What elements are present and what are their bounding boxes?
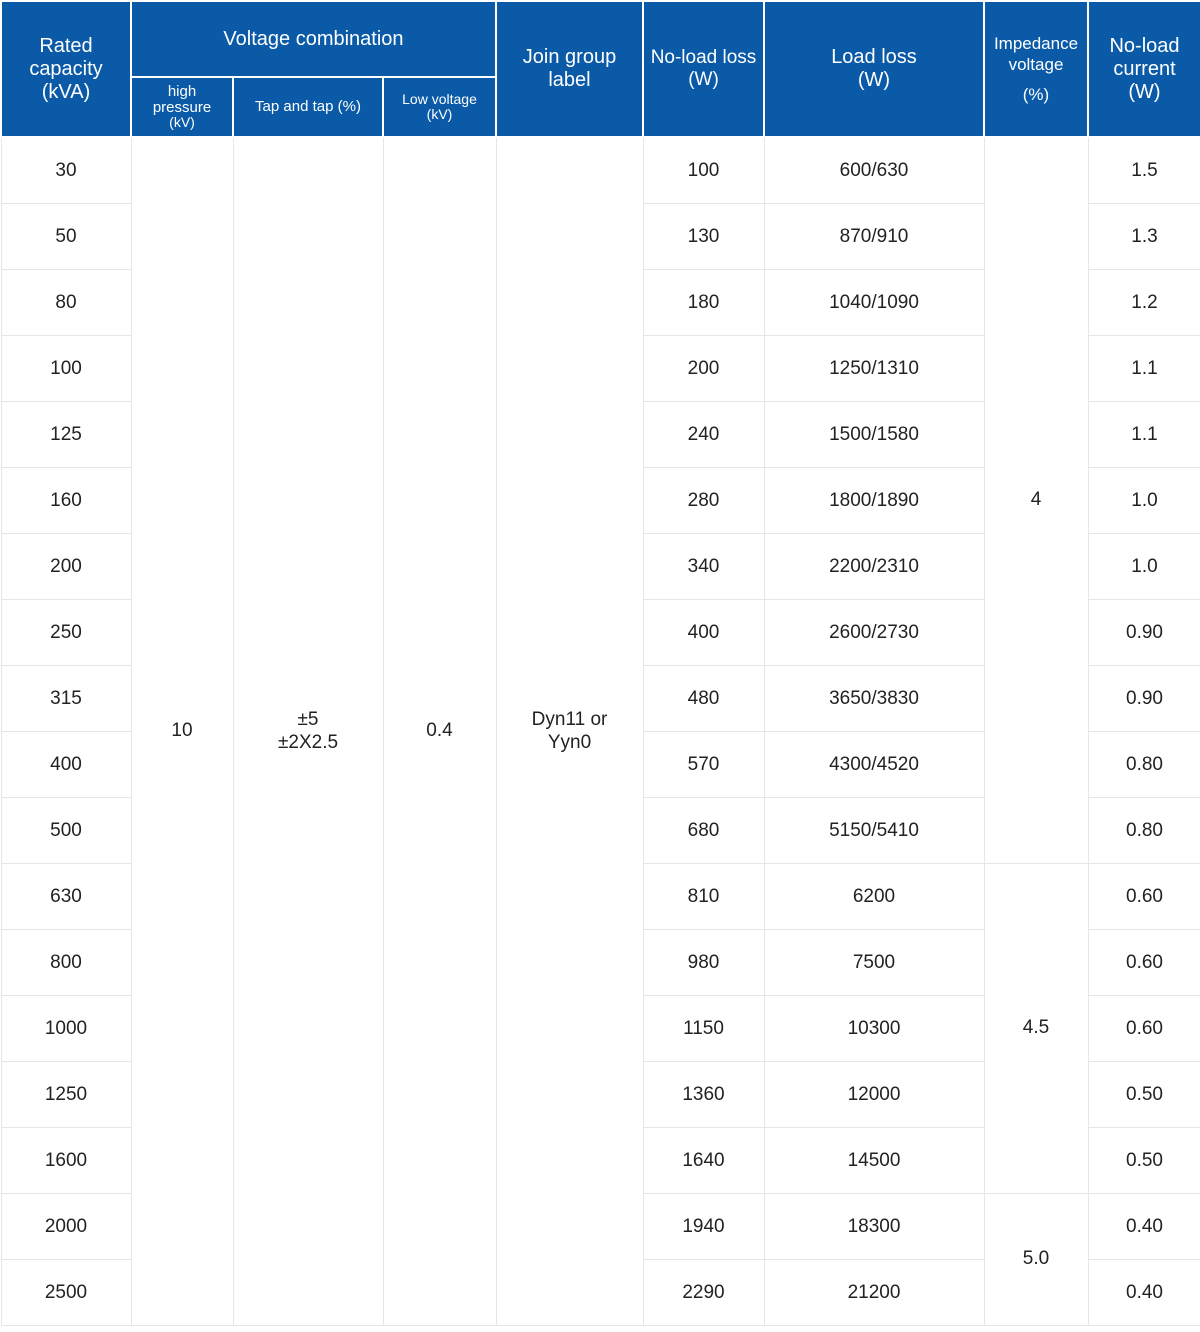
cell-no-load-loss: 400 (643, 600, 764, 666)
header-text: (kV) (426, 106, 453, 122)
cell-rated-capacity: 630 (1, 864, 131, 930)
cell-rated-capacity: 200 (1, 534, 131, 600)
header-text: Impedance (993, 34, 1079, 54)
header-text: capacity (29, 57, 103, 80)
header-text: high (167, 82, 197, 100)
header-text: (W) (1128, 80, 1161, 103)
cell-no-load-loss: 180 (643, 270, 764, 336)
cell-rated-capacity: 80 (1, 270, 131, 336)
header-text: Load loss (831, 46, 917, 68)
cell-load-loss: 12000 (764, 1062, 984, 1128)
cell-no-load-loss: 570 (643, 732, 764, 798)
cell-rated-capacity: 160 (1, 468, 131, 534)
cell-no-load-loss: 1150 (643, 996, 764, 1062)
cell-no-load-current: 1.1 (1088, 402, 1200, 468)
cell-no-load-current: 0.60 (1088, 996, 1200, 1062)
cell-rated-capacity: 100 (1, 336, 131, 402)
cell-no-load-loss: 1360 (643, 1062, 764, 1128)
cell-line: Dyn11 or (531, 708, 608, 730)
header-text: (kVA) (41, 80, 91, 103)
cell-load-loss: 7500 (764, 930, 984, 996)
cell-no-load-current: 1.5 (1088, 137, 1200, 204)
header-load-loss (764, 1, 984, 137)
header-text: voltage (1008, 55, 1064, 75)
cell-load-loss: 600/630 (764, 137, 984, 204)
cell-no-load-current: 0.40 (1088, 1194, 1200, 1260)
cell-load-loss: 1500/1580 (764, 402, 984, 468)
cell-high-pressure: 10 (131, 137, 233, 1326)
header-no-load-loss (643, 1, 764, 137)
cell-load-loss: 2200/2310 (764, 534, 984, 600)
header-impedance-voltage (984, 1, 1088, 137)
cell-load-loss: 14500 (764, 1128, 984, 1194)
header-text: (%) (1022, 84, 1050, 104)
header-text: label (548, 69, 591, 91)
cell-load-loss: 6200 (764, 864, 984, 930)
cell-load-loss: 870/910 (764, 204, 984, 270)
cell-no-load-loss: 1940 (643, 1194, 764, 1260)
cell-low-voltage: 0.4 (383, 137, 496, 1326)
cell-no-load-current: 1.2 (1088, 270, 1200, 336)
cell-no-load-loss: 100 (643, 137, 764, 204)
cell-impedance-voltage: 4.5 (984, 864, 1088, 1194)
header-high-pressure (131, 77, 233, 137)
cell-impedance-voltage: 4 (984, 137, 1088, 864)
cell-no-load-loss: 1640 (643, 1128, 764, 1194)
cell-no-load-loss: 130 (643, 204, 764, 270)
cell-no-load-loss: 980 (643, 930, 764, 996)
header-text: (kV) (169, 114, 195, 131)
cell-load-loss: 3650/3830 (764, 666, 984, 732)
cell-no-load-loss: 240 (643, 402, 764, 468)
cell-no-load-current: 0.60 (1088, 864, 1200, 930)
header-join-group-label (496, 1, 643, 137)
cell-no-load-loss: 680 (643, 798, 764, 864)
cell-rated-capacity: 2500 (1, 1260, 131, 1326)
cell-load-loss: 4300/4520 (764, 732, 984, 798)
header-low-voltage (383, 77, 496, 137)
cell-no-load-loss: 200 (643, 336, 764, 402)
cell-rated-capacity: 1000 (1, 996, 131, 1062)
cell-load-loss: 1800/1890 (764, 468, 984, 534)
header-text: pressure (152, 98, 212, 116)
cell-rated-capacity: 2000 (1, 1194, 131, 1260)
header-text: Join group (522, 46, 617, 68)
header-text: (W) (857, 69, 891, 91)
cell-rated-capacity: 250 (1, 600, 131, 666)
header-text: current (1113, 57, 1176, 80)
header-text: No-load (1109, 34, 1180, 57)
cell-no-load-current: 1.1 (1088, 336, 1200, 402)
cell-rated-capacity: 50 (1, 204, 131, 270)
cell-rated-capacity: 800 (1, 930, 131, 996)
header-text: No-load loss (650, 47, 757, 69)
cell-rated-capacity: 1600 (1, 1128, 131, 1194)
header-voltage-combination: Voltage combination (131, 1, 496, 77)
cell-no-load-current: 1.3 (1088, 204, 1200, 270)
cell-line: ±5 (297, 708, 319, 730)
cell-tap (233, 137, 383, 1326)
cell-no-load-loss: 810 (643, 864, 764, 930)
cell-rated-capacity: 1250 (1, 1062, 131, 1128)
cell-no-load-current: 0.40 (1088, 1260, 1200, 1326)
cell-impedance-voltage: 5.0 (984, 1194, 1088, 1326)
cell-rated-capacity: 500 (1, 798, 131, 864)
cell-load-loss: 21200 (764, 1260, 984, 1326)
cell-no-load-current: 1.0 (1088, 468, 1200, 534)
cell-no-load-current: 0.50 (1088, 1128, 1200, 1194)
cell-load-loss: 18300 (764, 1194, 984, 1260)
cell-line: Yyn0 (547, 731, 592, 753)
cell-no-load-loss: 480 (643, 666, 764, 732)
header-text: Low voltage (402, 91, 477, 108)
cell-rated-capacity: 315 (1, 666, 131, 732)
header-rated-capacity (1, 1, 131, 137)
table-header (1, 1, 1200, 137)
cell-rated-capacity: 30 (1, 137, 131, 204)
cell-load-loss: 5150/5410 (764, 798, 984, 864)
cell-no-load-current: 0.60 (1088, 930, 1200, 996)
cell-join-group (496, 137, 643, 1326)
cell-rated-capacity: 125 (1, 402, 131, 468)
table-body (1, 137, 1200, 1326)
cell-line: ±2X2.5 (277, 731, 339, 753)
cell-no-load-loss: 340 (643, 534, 764, 600)
cell-no-load-current: 0.90 (1088, 600, 1200, 666)
cell-load-loss: 1250/1310 (764, 336, 984, 402)
cell-no-load-loss: 280 (643, 468, 764, 534)
cell-no-load-current: 0.80 (1088, 732, 1200, 798)
cell-load-loss: 10300 (764, 996, 984, 1062)
header-text: (W) (688, 69, 719, 90)
cell-no-load-current: 1.0 (1088, 534, 1200, 600)
header-no-load-current (1088, 1, 1200, 137)
table-row (1, 137, 1200, 204)
cell-load-loss: 1040/1090 (764, 270, 984, 336)
header-tap: Tap and tap (%) (233, 77, 383, 137)
cell-no-load-loss: 2290 (643, 1260, 764, 1326)
cell-rated-capacity: 400 (1, 732, 131, 798)
cell-no-load-current: 0.80 (1088, 798, 1200, 864)
cell-load-loss: 2600/2730 (764, 600, 984, 666)
cell-no-load-current: 0.90 (1088, 666, 1200, 732)
cell-no-load-current: 0.50 (1088, 1062, 1200, 1128)
header-text: Rated (39, 34, 93, 57)
